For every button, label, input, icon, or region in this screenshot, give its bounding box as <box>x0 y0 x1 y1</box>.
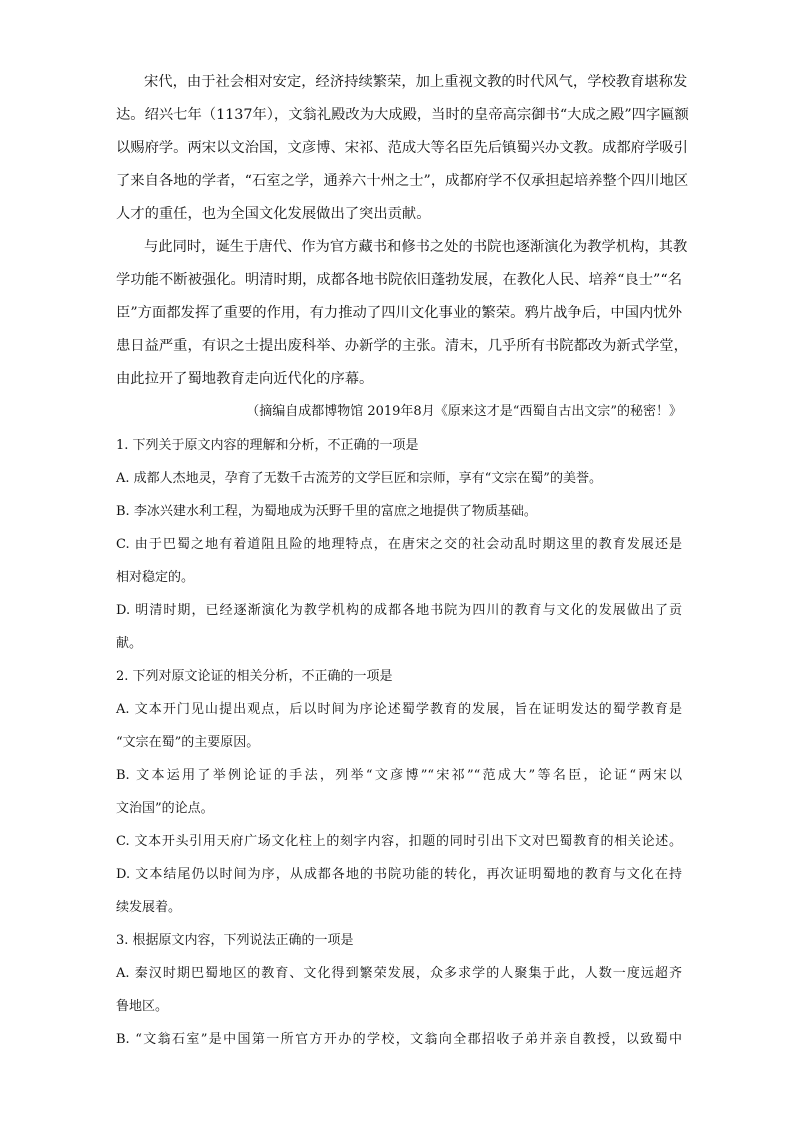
question-3-option-b-line-1: B. “文翁石室”是中国第一所官方开办的学校，文翁向全郡招收子弟并亲自教授，以致蜀中 <box>116 1032 682 1047</box>
article-p2-line-2: 学功能不断被强化。明清时期，成都各地书院依旧蓬勃发展，在教化人民、培养“良士”“名 <box>116 272 682 288</box>
question-2-option-a-line-1: A. 文本开门见山提出观点，后以时间为序论述蜀学教育的发展，旨在证明发达的蜀学教育是 <box>116 702 682 717</box>
article-p1-line-1: 宋代，由于社会相对安定，经济持续繁荣，加上重视文教的时代风气，学校教育堪称发 <box>144 74 688 90</box>
question-2-option-d-line-2: 续发展着。 <box>116 900 182 915</box>
question-1-option-c-line-1: C. 由于巴蜀之地有着道阻且险的地理特点，在唐宋之交的社会动乱时期这里的教育发展还是 <box>116 537 682 552</box>
article-p1-line-5: 人才的重任，也为全国文化发展做出了突出贡献。 <box>116 206 431 222</box>
question-1-option-c-line-2: 相对稳定的。 <box>116 570 195 585</box>
question-2-option-a-line-2: “文宗在蜀”的主要原因。 <box>116 735 260 750</box>
article-p2-line-5: 由此拉开了蜀地教育走向近代化的序幕。 <box>116 371 374 387</box>
question-2-option-b-line-2: 文治国”的论点。 <box>116 801 214 816</box>
question-1-option-d-line-1: D. 明清时期，已经逐渐演化为教学机构的成都各地书院为四川的教育与文化的发展做出了贡 <box>116 603 682 618</box>
article-p2-line-3: 臣”方面都发挥了重要的作用，有力推动了四川文化事业的繁荣。鸦片战争后，中国内忧外 <box>116 305 682 321</box>
article-p2-line-1: 与此同时，诞生于唐代、作为官方藏书和修书之处的书院也逐渐演化为教学机构，其教 <box>144 239 688 255</box>
question-1-option-d-line-2: 献。 <box>116 636 143 651</box>
question-2-stem: 2. 下列对原文论证的相关分析，不正确的一项是 <box>116 669 393 684</box>
article-source: （摘编自成都博物馆 2019年8月《原来这才是“西蜀自古出文宗”的秘密！》 <box>246 404 682 419</box>
article-p1-line-2: 达。绍兴七年（1137年），文翁礼殿改为大成殿，当时的皇帝高宗御书“大成之殿”四字匾额 <box>116 107 689 123</box>
question-2-option-c: C. 文本开头引用天府广场文化柱上的刻字内容，扣题的同时引出下文对巴蜀教育的相关论述。 <box>116 834 682 849</box>
question-2-option-d-line-1: D. 文本结尾仍以时间为序，从成都各地的书院功能的转化，再次证明蜀地的教育与文化在持 <box>116 867 682 882</box>
question-3-stem: 3. 根据原文内容，下列说法正确的一项是 <box>116 933 354 948</box>
question-3-option-a-line-1: A. 秦汉时期巴蜀地区的教育、文化得到繁荣发展，众多求学的人聚集于此，人数一度远超齐 <box>116 966 682 981</box>
question-1-option-a: A. 成都人杰地灵，孕育了无数千古流芳的文学巨匠和宗师，享有“文宗在蜀”的美誉。 <box>116 471 602 486</box>
question-3-option-a-line-2: 鲁地区。 <box>116 999 169 1014</box>
article-p1-line-3: 以赐府学。两宋以文治国，文彦博、宋祁、范成大等名臣先后镇蜀兴办文教。成都府学吸引 <box>116 140 688 156</box>
question-1-stem: 1. 下列关于原文内容的理解和分析，不正确的一项是 <box>116 438 419 453</box>
question-2-option-b-line-1: B. 文本运用了举例论证的手法，列举“文彦博”“宋祁”“范成大”等名臣，论证“两宋以 <box>116 768 682 783</box>
article-p2-line-4: 患日益严重，有识之士提出废科举、办新学的主张。清末，几乎所有书院都改为新式学堂， <box>116 338 688 354</box>
question-1-option-b: B. 李冰兴建水利工程，为蜀地成为沃野千里的富庶之地提供了物质基础。 <box>116 504 537 519</box>
article-p1-line-4: 了来自各地的学者，“石室之学，通养六十州之士”，成都府学不仅承担起培养整个四川地区 <box>116 173 689 189</box>
